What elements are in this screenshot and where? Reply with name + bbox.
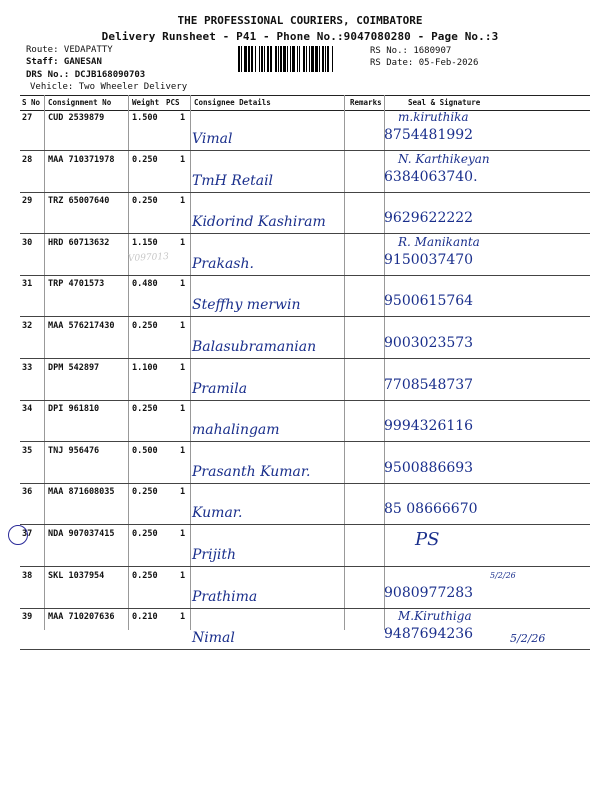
row-pcs: 1 <box>180 445 186 456</box>
rs-number: RS No.: 1680907 <box>370 46 452 56</box>
row-pcs: 1 <box>180 487 186 498</box>
drs-number: DRS No.: DCJB168090703 <box>26 70 146 80</box>
row-consignee-name: Steffhy merwin <box>192 297 301 314</box>
row-weight: 0.250 <box>132 154 158 165</box>
row-consignee-name: Prakash. <box>192 255 254 272</box>
row-weight: 0.210 <box>132 612 158 623</box>
table-row <box>20 400 590 442</box>
row-consignee-name: Pramila <box>192 380 248 397</box>
row-signature: N. Karthikeyan <box>398 151 490 166</box>
row-pcs: 1 <box>180 279 186 290</box>
row-signature: 5/2/26 <box>490 570 516 580</box>
table-row <box>20 109 590 151</box>
row-consignment: TNJ 956476 <box>48 445 100 456</box>
table-row <box>20 359 590 401</box>
table-row <box>20 608 590 650</box>
col-consignee: Consignee Details <box>194 98 271 107</box>
row-weight: 0.250 <box>132 321 158 331</box>
row-37-circle-mark <box>8 525 28 545</box>
row-phone: 85 08666670 <box>384 501 478 518</box>
col-seal: Seal & Signature <box>408 98 481 107</box>
table-row <box>20 317 590 359</box>
row-consignee-name: Vimal <box>192 131 233 147</box>
col-weight: Weight <box>132 98 160 107</box>
col-pcs: PCS <box>166 98 180 107</box>
staff-label: Staff: GANESAN <box>26 57 102 67</box>
route-label: Route: VEDAPATTY <box>26 45 113 55</box>
row-weight: 1.500 <box>132 113 158 123</box>
row-consignment: MAA 710371978 <box>48 154 115 165</box>
row-sno: 27 <box>22 113 33 123</box>
row-phone: 9003023573 <box>384 335 474 351</box>
row-consignment: CUD 2539879 <box>48 113 105 123</box>
row-signature: R. Manikanta <box>398 234 480 249</box>
row-phone: 9629622222 <box>384 210 474 227</box>
row-consignee-name: Nimal <box>192 630 235 647</box>
row-consignee-name: Kumar. <box>192 505 243 522</box>
row-consignment: NDA 907037415 <box>48 529 115 539</box>
table-row <box>20 275 590 317</box>
row-weight: 0.480 <box>132 279 158 290</box>
row-sno: 29 <box>22 196 33 207</box>
row-consignment: TRZ 65007640 <box>48 196 110 207</box>
row-weight: 1.150 <box>132 237 158 248</box>
row-weight: 0.250 <box>132 404 158 415</box>
row-sno: 28 <box>22 154 33 165</box>
row-weight: 1.100 <box>132 362 158 373</box>
row-pcs: 1 <box>180 404 186 415</box>
row-consignee-name: TmH Retail <box>192 172 274 189</box>
row-pcs: 1 <box>180 321 186 331</box>
row-pcs: 1 <box>180 570 186 581</box>
row-consignee-name: mahalingam <box>192 422 280 439</box>
row-pcs: 1 <box>180 154 186 165</box>
row-consignment: MAA 710207636 <box>48 612 115 623</box>
row-sno: 37 <box>22 529 33 539</box>
table-row <box>20 483 590 525</box>
barcode <box>238 46 364 72</box>
row-phone: 9500615764 <box>384 293 474 310</box>
table-row <box>20 192 590 234</box>
row-sno: 36 <box>22 487 33 498</box>
row-phone: 6384063740. <box>384 168 478 185</box>
row-39-date: 5/2/26 <box>510 632 546 646</box>
row-consignment: DPM 542897 <box>48 362 100 373</box>
table-row <box>20 234 590 276</box>
row-consignee-name: Balasubramanian <box>192 339 317 355</box>
row-pcs: 1 <box>180 529 186 539</box>
row-phone: 9994326116 <box>384 418 474 435</box>
col-consignment: Consignment No <box>48 98 112 107</box>
row-pcs: 1 <box>180 362 186 373</box>
row-pcs: 1 <box>180 196 186 207</box>
table-row <box>20 567 590 609</box>
col-remarks: Remarks <box>350 98 382 107</box>
row-sno: 32 <box>22 321 33 331</box>
row-phone: 8754481992 <box>384 127 474 143</box>
row-consignee-name: Prasanth Kumar. <box>192 463 311 480</box>
faint-stamp: V097013 <box>127 251 170 265</box>
table-row <box>20 442 590 484</box>
row-phone: 9500886693 <box>384 459 474 476</box>
row-sno: 33 <box>22 362 33 373</box>
row-consignee-name: Prijith <box>192 547 237 563</box>
company-title: THE PROFESSIONAL COURIERS, COIMBATORE <box>177 14 423 27</box>
table-row <box>20 151 590 193</box>
row-weight: 0.250 <box>132 487 158 498</box>
row-weight: 0.250 <box>132 529 158 539</box>
row-weight: 0.500 <box>132 445 158 456</box>
row-consignee-name: Kidorind Kashiram <box>192 214 326 231</box>
row-signature: m.kiruthika <box>398 110 469 124</box>
row-sno: 35 <box>22 445 33 456</box>
col-sno: S No <box>22 98 41 107</box>
row-phone: 7708548737 <box>384 376 474 393</box>
row-consignment: TRP 4701573 <box>48 279 105 290</box>
row-sno: 38 <box>22 570 33 581</box>
row-signature: PS <box>415 529 440 550</box>
row-signature: M.Kiruthiga <box>398 609 472 624</box>
row-consignment: SKL 1037954 <box>48 570 105 581</box>
row-consignment: DPI 961810 <box>48 404 100 415</box>
row-consignee-name: Prathima <box>192 588 258 605</box>
row-weight: 0.250 <box>132 570 158 581</box>
row-phone: 9150037470 <box>384 251 474 268</box>
row-weight: 0.250 <box>132 196 158 207</box>
row-sno: 34 <box>22 404 33 415</box>
row-consignment: MAA 871608035 <box>48 487 115 498</box>
row-consignment: MAA 576217430 <box>48 321 115 331</box>
row-phone: 9487694236 <box>384 626 474 643</box>
row-sno: 39 <box>22 612 33 623</box>
runsheet-subtitle: Delivery Runsheet - P41 - Phone No.:9047080280 - Page No.:3 <box>101 30 499 43</box>
rs-date: RS Date: 05-Feb-2026 <box>370 58 479 68</box>
row-pcs: 1 <box>180 612 186 623</box>
row-phone: 9080977283 <box>384 584 474 601</box>
table-row <box>20 525 590 567</box>
row-sno: 30 <box>22 237 33 248</box>
row-consignment: HRD 60713632 <box>48 237 110 248</box>
row-sno: 31 <box>22 279 33 290</box>
row-pcs: 1 <box>180 113 186 123</box>
vehicle-label: Vehicle: Two Wheeler Delivery <box>30 82 188 92</box>
row-pcs: 1 <box>180 237 186 248</box>
